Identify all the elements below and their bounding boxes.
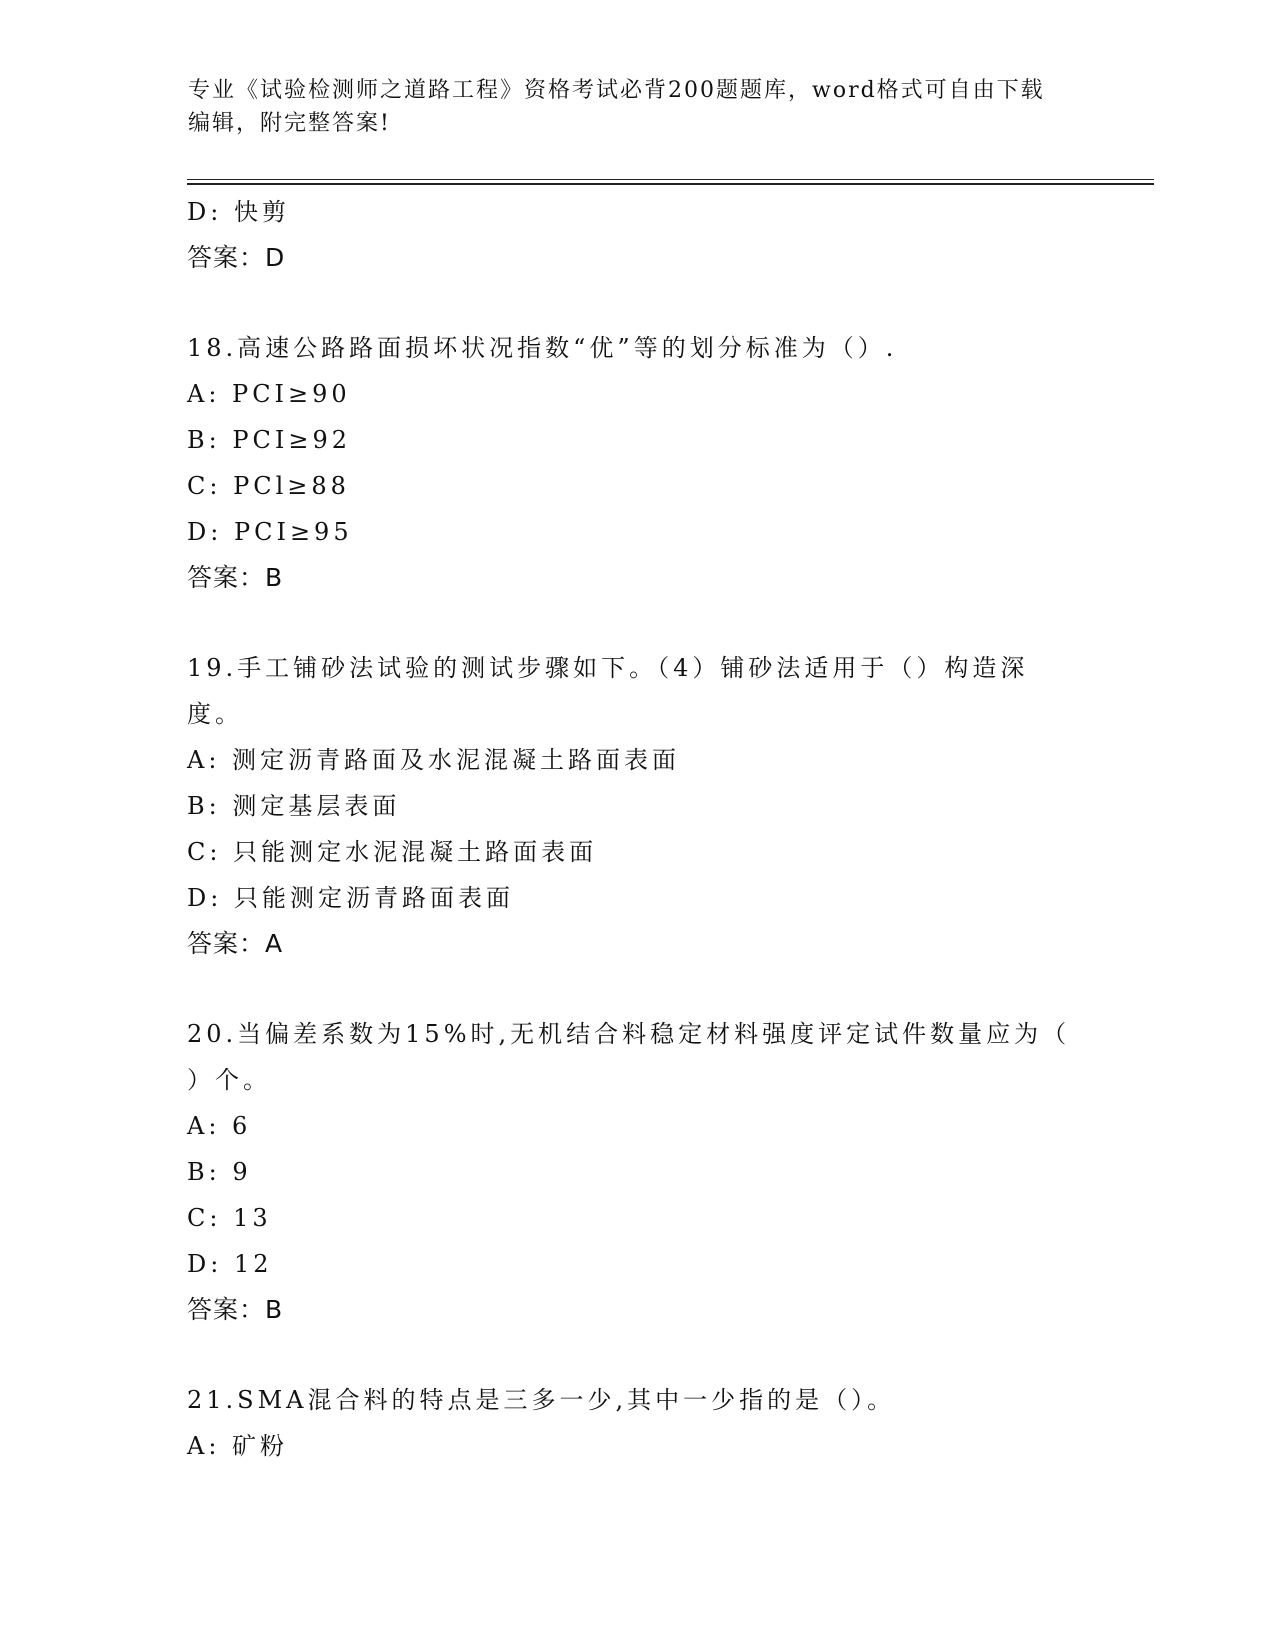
answer-line: 答案：B xyxy=(187,1295,284,1324)
option-b: B: 9 xyxy=(187,1158,252,1186)
question-list xyxy=(187,189,1087,1469)
option-d: D: 12 xyxy=(187,1250,273,1278)
spacer xyxy=(187,281,1087,325)
option-d: D: 只能测定沥青路面表面 xyxy=(187,884,514,912)
question-stem-continued: 度。 xyxy=(187,700,243,728)
option-a: A: PCI≥90 xyxy=(187,380,351,408)
option-a: A: 矿粉 xyxy=(187,1432,289,1460)
header-divider-thin xyxy=(187,179,1154,180)
question-19 xyxy=(187,645,1087,967)
question-20 xyxy=(187,1011,1087,1333)
option-a: A: 测定沥青路面及水泥混凝土路面表面 xyxy=(187,746,681,774)
question-stem: 21.SMA混合料的特点是三多一少,其中一少指的是（）。 xyxy=(187,1386,896,1414)
spacer xyxy=(187,967,1087,1011)
question-21 xyxy=(187,1377,1087,1469)
header-divider-thick xyxy=(187,183,1154,185)
option-d: D: PCI≥95 xyxy=(187,518,353,546)
question-stem: 19.手工铺砂法试验的测试步骤如下。（4）铺砂法适用于（）构造深 xyxy=(187,654,1029,682)
header-title-line-2: 编辑，附完整答案! xyxy=(188,111,391,136)
option-d: D: 快剪 xyxy=(187,198,290,226)
header-title-line-1: 专业《试验检测师之道路工程》资格考试必背200题题库，word格式可自由下载 xyxy=(188,78,1045,103)
spacer xyxy=(187,1333,1087,1377)
answer-line: 答案：D xyxy=(187,243,286,272)
question-stem-continued: ）个。 xyxy=(187,1066,271,1094)
option-b: B: 测定基层表面 xyxy=(187,792,401,820)
question-18 xyxy=(187,325,1087,601)
question-stem: 18.高速公路路面损坏状况指数“优”等的划分标准为（）. xyxy=(187,334,898,362)
question-stem: 20.当偏差系数为15%时,无机结合料稳定材料强度评定试件数量应为（ xyxy=(187,1020,1071,1048)
option-c: C: 13 xyxy=(187,1204,272,1232)
option-c: C: 只能测定水泥混凝土路面表面 xyxy=(187,838,598,866)
option-a: A: 6 xyxy=(187,1112,252,1140)
option-b: B: PCI≥92 xyxy=(187,426,351,454)
answer-line: 答案：B xyxy=(187,563,284,592)
answer-line: 答案：A xyxy=(187,929,284,958)
option-c: C: PCl≥88 xyxy=(187,472,350,500)
spacer xyxy=(187,601,1087,645)
document-header xyxy=(188,74,1088,140)
